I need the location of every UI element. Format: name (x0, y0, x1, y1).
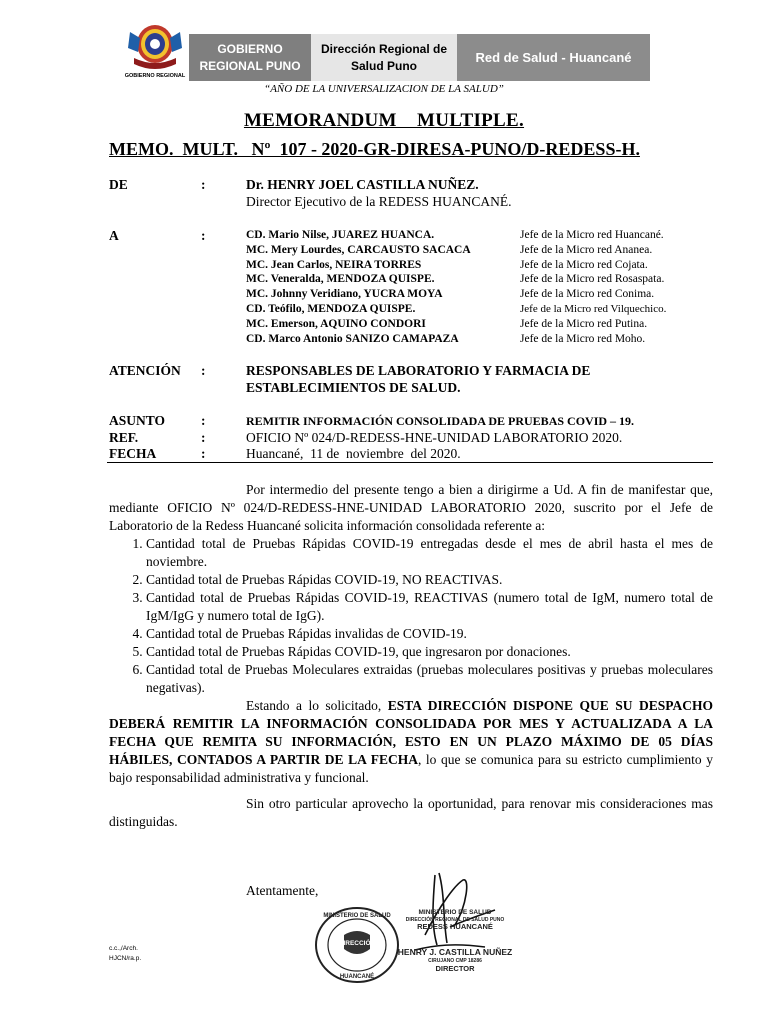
year-motto: “AÑO DE LA UNIVERSALIZACION DE LA SALUD” (264, 83, 504, 95)
cc-line2: HJCN/ra.p. (109, 955, 142, 962)
recipient-name: MC. Veneralda, MENDOZA QUISPE. (246, 273, 435, 286)
a-label: A (109, 228, 119, 243)
fecha-label: FECHA (109, 446, 157, 461)
recipient-name: MC. Jean Carlos, NEIRA TORRES (246, 258, 422, 271)
de-colon: : (201, 177, 206, 192)
header-box2-text: Dirección Regional de Salud Puno (320, 41, 448, 73)
sig-stamp-l5: CIRUJANO CMP 18286 (428, 958, 482, 964)
a-colon: : (201, 228, 206, 243)
recipient-role: Jefe de la Micro red Rosaspata. (520, 273, 665, 286)
memo-number: MEMO. MULT. Nº 107 - 2020-GR-DIRESA-PUNO/D-REDESS-H. (109, 139, 640, 159)
requirement-item: 5. Cantidad total de Pruebas Rápidas COVID-19, que ingresaron por donaciones. (146, 643, 713, 661)
document-title: MEMORANDUM MULTIPLE. (243, 110, 525, 131)
header-box-direccion (311, 34, 457, 81)
asunto-colon: : (201, 413, 206, 428)
recipient-role: Jefe de la Micro red Huancané. (520, 229, 664, 241)
ref-colon: : (201, 430, 206, 445)
recipient-name: MC. Mery Lourdes, CARCAUSTO SACACA (246, 243, 471, 256)
recipient-name: CD. Marco Antonio SANIZO CAMAPAZA (246, 332, 459, 345)
asunto-label: ASUNTO (109, 413, 166, 428)
header-box1-text: GOBIERNO REGIONAL PUNO (199, 41, 301, 73)
header-box3-text: Red de Salud - Huancané (475, 50, 632, 65)
atencion-line1: RESPONSABLES DE LABORATORIO Y FARMACIA DE (246, 363, 591, 378)
round-stamp-top: MINISTERIO DE SALUD (323, 913, 391, 919)
dispone-post: , lo que se comunica para su estricto cumplimiento y bajo responsabilidad administrativa y funcional. (109, 752, 713, 785)
recipient-name: CD. Teófilo, MENDOZA QUISPE. (246, 303, 416, 315)
header-box-red-salud (457, 34, 650, 81)
requirement-item: 6. Cantidad total de Pruebas Moleculares extraidas (pruebas moleculares positivas y pruebas moleculares negativas). (146, 661, 713, 697)
round-stamp-center: DIRECCIÓN (338, 940, 376, 947)
atencion-label: ATENCIÓN (109, 363, 181, 378)
seal-caption: GOBIERNO REGIONAL (124, 73, 186, 79)
requirement-item: 2. Cantidad total de Pruebas Rápidas COVID-19, NO REACTIVAS. (146, 571, 713, 589)
requirement-item: 4. Cantidad total de Pruebas Rápidas invalidas de COVID-19. (146, 625, 713, 643)
recipient-name: MC. Johnny Veridiano, YUCRA MOYA (246, 288, 443, 301)
recipient-role: Jefe de la Micro red Vilquechico. (520, 303, 667, 315)
signature-stamp (385, 865, 525, 980)
header-divider (107, 462, 713, 463)
memo-body (109, 481, 713, 831)
recipient-name: MC. Emerson, AQUINO CONDORI (246, 317, 426, 330)
fecha-value: Huancané, 11 de noviembre del 2020. (246, 446, 461, 461)
fecha-colon: : (201, 446, 206, 461)
de-label: DE (109, 177, 128, 192)
recipient-role: Jefe de la Micro red Conima. (520, 288, 655, 301)
asunto-value: REMITIR INFORMACIÓN CONSOLIDADA DE PRUEBAS COVID – 19. (246, 414, 635, 428)
requirement-item: 1. Cantidad total de Pruebas Rápidas COVID-19 entregadas desde el mes de abril hasta el mes de noviembre. (146, 535, 713, 571)
cc-line1: c.c.,/Arch. (109, 945, 138, 952)
recipient-role: Jefe de la Micro red Ananea. (520, 243, 653, 256)
recipient-role: Jefe de la Micro red Putina. (520, 317, 648, 330)
requirements-list (109, 535, 713, 697)
sender-role: Director Ejecutivo de la REDESS HUANCANÉ. (246, 194, 512, 209)
header-box-gobierno (189, 34, 311, 81)
sig-stamp-l6: DIRECTOR (435, 964, 475, 973)
dispone-bold: ESTA DIRECCIÓN DISPONE QUE SU DESPACHO DEBERÁ REMITIR LA INFORMACIÓN CONSOLIDADA POR MES Y ACTUALIZADA A LA FECHA QUE REMITA SU INFORMACIÓN, ESTO EN UN PLAZO MÁXIMO DE 05 DÍAS HÁBILES, CONTADOS A PARTIR DE LA FECHA (109, 698, 713, 767)
dispone-paragraph (109, 697, 713, 787)
sig-stamp-l4: HENRY J. CASTILLA NUÑEZ (397, 947, 513, 957)
sign-off: Atentamente, (246, 883, 319, 898)
recipient-name: CD. Mario Nilse, JUAREZ HUANCA. (246, 229, 435, 241)
sig-stamp-l2: DIRECCIÓN REGIONAL DE SALUD PUNO (405, 917, 505, 923)
round-stamp-bottom: HUANCANÉ (339, 974, 375, 980)
sig-stamp-l3: REDESS HUANCANÉ (417, 922, 493, 931)
intro-paragraph: Por intermedio del presente tengo a bien a dirigirme a Ud. A fin de manifestar que, mediante OFICIO Nº 024/D-REDESS-HNE-UNIDAD LABORATORIO 2020, suscrito por el Jefe de Laboratorio de la Redess Huancané solicita información consolidada referente a: (109, 482, 713, 533)
requirement-item: 3. Cantidad total de Pruebas Rápidas COVID-19, REACTIVAS (numero total de IgM, numero total de IgM/IgG y numero total de IgG). (146, 589, 713, 625)
dispone-pre: Estando a lo solicitado, (246, 698, 388, 713)
recipient-role: Jefe de la Micro red Moho. (520, 332, 646, 345)
cc-block (109, 944, 141, 964)
atencion-line2: ESTABLECIMIENTOS DE SALUD. (246, 380, 461, 395)
closing-paragraph: Sin otro particular aprovecho la oportunidad, para renovar mis consideraciones mas distinguidas. (109, 796, 713, 829)
atencion-colon: : (201, 363, 206, 378)
regional-government-seal (124, 22, 186, 80)
ref-label: REF. (109, 430, 139, 445)
recipient-role: Jefe de la Micro red Cojata. (520, 258, 648, 271)
sig-stamp-l1: MINISTERIO DE SALUD (418, 909, 492, 916)
ref-value: OFICIO Nº 024/D-REDESS-HNE-UNIDAD LABORATORIO 2020. (246, 430, 623, 445)
sender-name: Dr. HENRY JOEL CASTILLA NUÑEZ. (246, 177, 479, 192)
